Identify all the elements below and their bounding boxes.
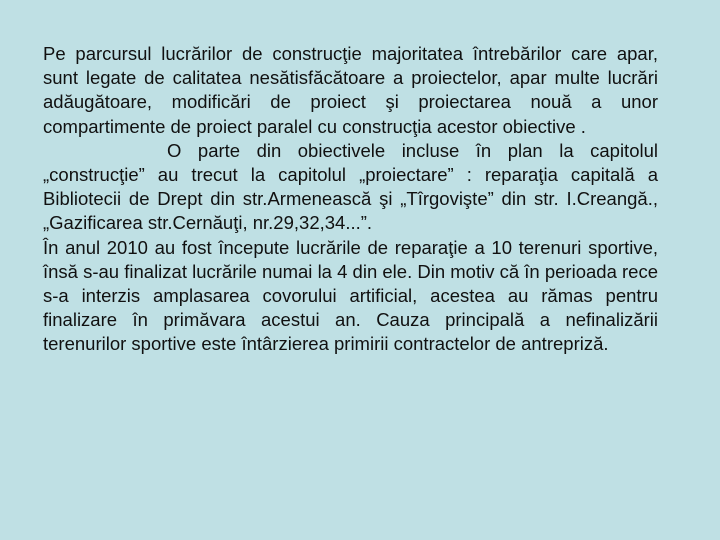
- paragraph-sports-fields: În anul 2010 au fost începute lucrările de reparaţie a 10 terenuri sportive, însă s-au finalizat lucrările numai la 4 din ele. Din motiv că în perioada rece s-a interzis amplasarea covorului artificial, acestea au rămas pentru finalizare în primăvara acestui an. Cauza principală a nefinalizării terenurilor sportive este întârzierea primirii contractelor de antrepriză.: [43, 236, 658, 355]
- text-block: [43, 42, 658, 357]
- paragraph-moved-objectives: O parte din obiectivele incluse în plan la capitolul „construcţie” au trecut la capitolul „proiectare” : reparaţia capitală a Bibliotecii de Drept din str.Armenească şi „Tîrgovişte” din str. I.Creangă., „Gazificarea str.Cernăuţi, nr.29,32,34...”.: [43, 139, 658, 234]
- paragraph-construction-issues: Pe parcursul lucrărilor de construcţie majoritatea întrebărilor care apar, sunt legate de calitatea nesătisfăcătoare a proiectelor, apar multe lucrări adăugătoare, modificări de proiect şi proiectarea nouă a unor compartimente de proiect paralel cu construcţia acestor obiective .: [43, 43, 658, 137]
